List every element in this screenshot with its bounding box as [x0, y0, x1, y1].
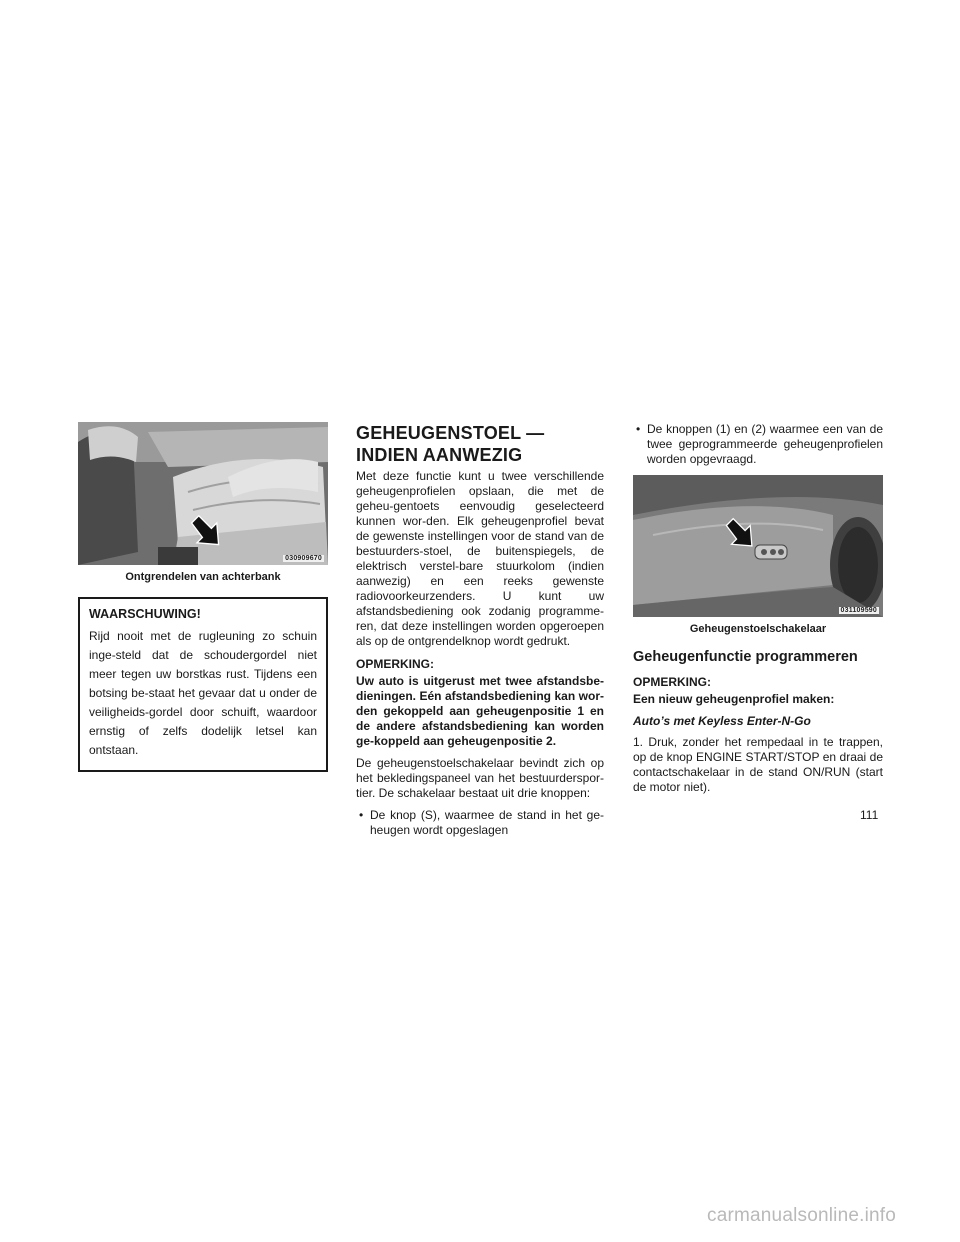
section-title: GEHEUGENSTOEL — INDIEN AANWEZIG	[356, 423, 545, 465]
image-code: 031109590	[840, 607, 877, 614]
image-code: 030909670	[285, 555, 322, 562]
list-item-text: De knop (S), waarmee de stand in het ge-heugen wordt opgeslagen	[370, 808, 604, 837]
list-item-text: De knoppen (1) en (2) waarmee een van de twee geprogrammeerde geheugenprofielen worden opgevraagd.	[647, 422, 883, 466]
rear-seat-photo	[78, 422, 328, 565]
right-column	[633, 422, 883, 802]
footer-watermark: carmanualsonline.info	[707, 1205, 897, 1226]
arrow-icon	[188, 514, 224, 550]
bullet: •	[636, 422, 641, 436]
button-list	[356, 808, 604, 838]
warning-box	[78, 597, 328, 772]
switch-paragraph: De geheugenstoelschakelaar bevindt zich op het bekledingspaneel van het bestuurderspor-tier. De schakelaar bestaat uit drie knoppen:	[356, 756, 604, 800]
arrow-icon	[721, 517, 759, 551]
page-number: 111	[860, 808, 879, 822]
door-panel-photo	[633, 475, 883, 617]
left-column	[78, 422, 328, 772]
list-item	[633, 422, 883, 467]
list-item	[356, 808, 604, 838]
warning-title: WAARSCHUWING!	[89, 607, 201, 621]
bullet: •	[359, 808, 364, 822]
note-label: OPMERKING:	[633, 675, 711, 689]
step-1: 1. Druk, zonder het rempedaal in te trappen, op de knop ENGINE START/STOP en draai de contactschakelaar in de stand ON/RUN (start de motor niet).	[633, 735, 883, 794]
warning-text: Rijd nooit met de rugleuning zo schuin inge-steld dat de schoudergordel niet meer tegen uw borstkas rust. Tijdens een botsing be-staat het gevaar dat u onder de veiligheids-gordel door schuift, waardoor ernstig of zelfs dodelijk letsel kan ontstaan.	[89, 629, 317, 757]
intro-paragraph: Met deze functie kunt u twee verschillende geheugenprofielen opslaan, die met de geheu-gentoets eenvoudig geselecteerd kunnen wor-den. Elk geheugenprofiel bevat de gewenste instellingen voor de stand van de bestuurders-stoel, de buitenspiegels, de elektrisch verstel-bare stuurkolom (indien aanwezig) en een reeks gewenste radiovoorkeurzenders. U kunt uw afstandsbediening ook zodanig programme-ren, dat deze instellingen worden opgeroepen als op de ontgrendelknop wordt gedrukt.	[356, 469, 604, 648]
note-label: OPMERKING:	[356, 657, 434, 671]
figure-caption: Geheugenstoelschakelaar	[689, 623, 827, 635]
button-list-continued	[633, 422, 883, 467]
variant-heading: Auto’s met Keyless Enter-N-Go	[633, 714, 811, 728]
note-text: Uw auto is uitgerust met twee afstandsbe-dieningen. Eén afstandsbediening kan wor-den gekoppeld aan geheugenpositie 1 en de andere afstandsbediening kan worden ge-koppeld aan geheugenpositie 2.	[356, 674, 604, 748]
note-text: Een nieuw geheugenprofiel maken:	[633, 692, 835, 706]
subsection-title: Geheugenfunctie programmeren	[633, 649, 858, 665]
middle-column	[356, 422, 604, 844]
figure-caption: Ontgrendelen van achterbank	[125, 571, 281, 583]
